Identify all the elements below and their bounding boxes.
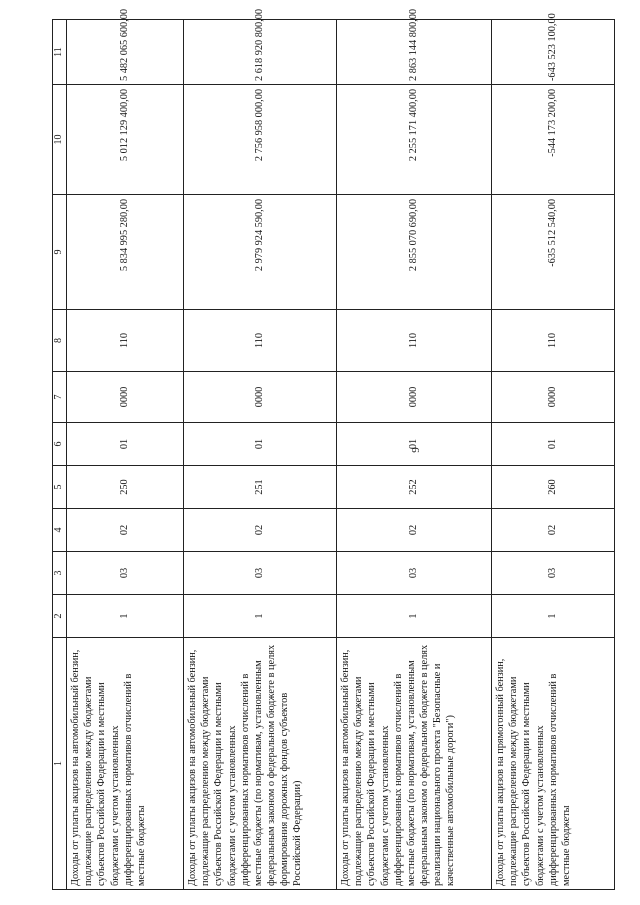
code-cell: 110	[67, 310, 184, 372]
amount-cell: 2 618 920 800,00	[184, 20, 337, 85]
code-cell: 252	[337, 466, 492, 509]
code-cell: 01	[492, 423, 615, 466]
code-cell: 01	[337, 423, 492, 466]
code-cell: 251	[184, 466, 337, 509]
row-description: Доходы от уплаты акцизов на автомобильный бензин, подлежащие распределению между бюджетами субъектов Российской Федерации и местными бюджетами с учетом установленных дифференцированных нормативов отчислений в местные бюджеты (по нормативам, установленным федеральным законом о федеральном бюджете в целях реализации национального проекта "Безопасные и качественные автомобильные дороги")	[337, 638, 492, 890]
code-cell: 0000	[67, 372, 184, 423]
table-row	[184, 20, 337, 890]
col-header: 4	[53, 509, 67, 552]
code-cell: 01	[67, 423, 184, 466]
code-cell: 1	[184, 595, 337, 638]
page-number: 9	[409, 447, 422, 453]
col-header: 5	[53, 466, 67, 509]
code-cell: 1	[337, 595, 492, 638]
table-row	[492, 20, 615, 890]
code-cell: 01	[184, 423, 337, 466]
amount-cell: 2 255 171 400,00	[337, 85, 492, 195]
code-cell: 03	[337, 552, 492, 595]
col-header: 9	[53, 195, 67, 310]
amount-cell: 5 012 129 400,00	[67, 85, 184, 195]
code-cell: 02	[337, 509, 492, 552]
amount-cell: 5 482 065 600,00	[67, 20, 184, 85]
code-cell: 0000	[337, 372, 492, 423]
code-cell: 0000	[184, 372, 337, 423]
code-cell: 02	[492, 509, 615, 552]
col-header: 2	[53, 595, 67, 638]
rotated-table-container	[52, 8, 607, 890]
code-cell: 110	[492, 310, 615, 372]
table-row	[337, 20, 492, 890]
amount-cell: 2 979 924 590,00	[184, 195, 337, 310]
row-description: Доходы от уплаты акцизов на автомобильный бензин, подлежащие распределению между бюджетами субъектов Российской Федерации и местными бюджетами с учетом установленных дифференцированных нормативов отчислений в местные бюджеты	[67, 638, 184, 890]
amount-cell: -643 523 100,00	[492, 20, 615, 85]
table-header-row	[53, 20, 67, 890]
col-header: 11	[53, 20, 67, 85]
code-cell: 110	[184, 310, 337, 372]
code-cell: 02	[184, 509, 337, 552]
rotated-table-inner	[52, 8, 607, 890]
amount-cell: -544 173 200,00	[492, 85, 615, 195]
budget-revenue-table	[52, 8, 615, 890]
col-header: 8	[53, 310, 67, 372]
amount-cell: 5 834 995 280,00	[67, 195, 184, 310]
code-cell: 1	[492, 595, 615, 638]
code-cell: 250	[67, 466, 184, 509]
col-header: 6	[53, 423, 67, 466]
code-cell: 260	[492, 466, 615, 509]
code-cell: 03	[492, 552, 615, 595]
row-description: Доходы от уплаты акцизов на прямогонный бензин, подлежащие распределению между бюджетами субъектов Российской Федерации и местными бюджетами с учетом установленных дифференцированных нормативов отчислений в местные бюджеты	[492, 638, 615, 890]
amount-cell: -635 512 540,00	[492, 195, 615, 310]
table-row	[67, 20, 184, 890]
code-cell: 110	[337, 310, 492, 372]
amount-cell: 2 863 144 800,00	[337, 20, 492, 85]
col-header: 7	[53, 372, 67, 423]
code-cell: 0000	[492, 372, 615, 423]
col-header: 3	[53, 552, 67, 595]
code-cell: 1	[67, 595, 184, 638]
code-cell: 03	[67, 552, 184, 595]
amount-cell: 2 855 070 690,00	[337, 195, 492, 310]
col-header: 10	[53, 85, 67, 195]
amount-cell: 2 756 958 000,00	[184, 85, 337, 195]
code-cell: 02	[67, 509, 184, 552]
col-header: 1	[53, 638, 67, 890]
code-cell: 03	[184, 552, 337, 595]
row-description: Доходы от уплаты акцизов на автомобильный бензин, подлежащие распределению между бюджетами субъектов Российской Федерации и местными бюджетами с учетом установленных дифференцированных нормативов отчислений в местные бюджеты (по нормативам, установленным федеральным законом о федеральном бюджете в целях формирования дорожных фондов субъектов Российской Федерации)	[184, 638, 337, 890]
